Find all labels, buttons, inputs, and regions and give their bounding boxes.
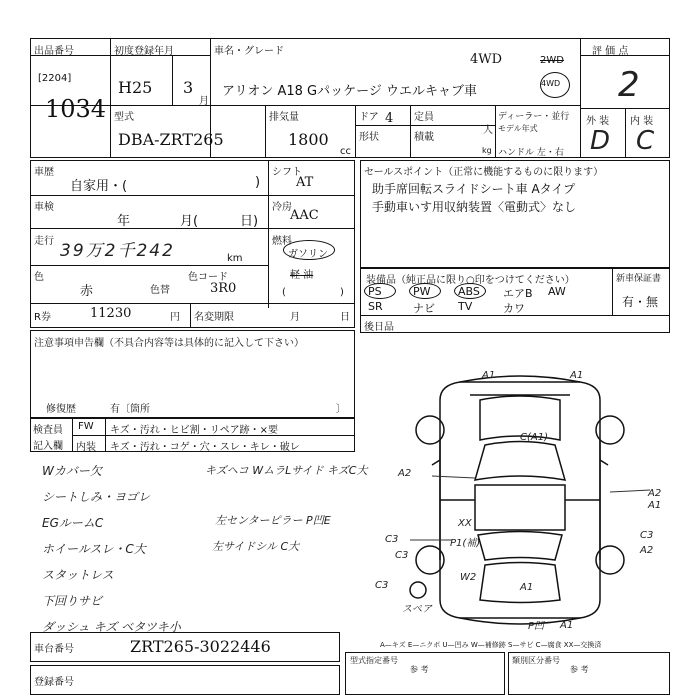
divider [30,105,580,106]
diagram-mark: W2 [460,572,477,583]
equipment-circle-mark [364,283,396,299]
footer-reg [30,665,340,695]
exterior-grade: D [590,126,611,156]
first-reg-label: 初度登録年月 [114,46,174,57]
color-change-label: 色替 [150,285,170,296]
equipment-item: SR [368,300,383,313]
ac-label: 冷房 [272,202,292,213]
divider [268,160,269,308]
divider [105,418,106,452]
type-value: DBA-ZRT265 [118,130,224,149]
displacement-label: 排気量 [269,112,299,123]
inspection-year: 年 [117,214,131,229]
equipment-item: PW [413,285,431,298]
diagram-mark: A1 [482,370,496,381]
mileage-value: 39万2千242 [60,241,175,261]
handwritten-note: 下回りサビ [42,594,103,608]
history-value: 自家用・( [70,179,128,194]
diagram-mark: P凹 [528,621,545,632]
type-label: 型式 [114,112,134,123]
grade-label: 評 価 点 [592,46,629,57]
divider [495,105,496,158]
capacity-label: 定員 [414,112,434,123]
shift-label: シフト [272,167,302,178]
equipment-circle-mark [454,283,486,299]
inspection-label: 車検 [34,202,54,213]
sales-point-line2: 手動車いす用収納装置〈電動式〉なし [372,200,577,214]
divider [172,55,173,105]
diagram-mark: C3 [385,534,399,545]
equipment-item: PS [368,285,382,298]
diagram-mark: A1 [648,500,662,511]
divider [612,268,613,315]
equipment-circle-mark [409,283,441,299]
ac-value: AAC [290,208,319,223]
diagram-mark: A2 [398,468,412,479]
history-label: 車歴 [34,167,54,178]
first-reg-month-unit: 月 [199,96,209,107]
doors-label: ドア [359,112,379,123]
reference-1: 参 考 [410,665,429,674]
name-change-day: 日 [340,312,350,323]
inspection-day: 日) [240,214,259,229]
diagram-mark: XX [458,518,472,529]
divider [30,195,355,196]
sales-points-label: セールスポイント（正常に機能するものに限ります） [364,167,604,178]
name-change-label: 名変期限 [194,312,234,323]
handwritten-note: 左センターピラー P凹E [215,514,331,527]
diagram-mark: A1 [560,620,574,631]
recycle-value: 11230 [90,306,132,321]
handwritten-note: 左サイドシル C大 [212,540,300,553]
diagram-mark: P1(補) [450,538,481,549]
inspection-month: 月( [180,214,199,229]
notes-label: 注意事項申告欄（不具合内容等は具体的に記入して下さい） [34,338,304,349]
grade: 2 [618,65,640,105]
model-name-label: 車名・グレード [214,46,284,57]
fuel-circle-mark [283,240,335,260]
interior-label: 内 装 [630,116,654,127]
interior-items: キズ・汚れ・コゲ・穴・スレ・キレ・破レ [110,442,300,453]
equipment-item: TV [458,300,473,313]
exterior-label: 外 装 [586,116,610,127]
first-reg-month: 3 [183,78,194,97]
color-code: 3R0 [210,281,237,296]
diagram-mark: A1 [520,582,534,593]
handwritten-note: EGルームC [42,516,104,530]
recycle-label: R券 [34,312,51,323]
divider [30,265,268,266]
sales-point-line1: 助手席回転スライドシート車 Aタイプ [372,182,576,196]
reg-label: 登録番号 [34,677,74,688]
color-value: 赤 [80,284,94,299]
diagram-mark: A1 [570,370,584,381]
diagram-mark: C(A1) [520,432,548,443]
mileage-label: 走行 [34,236,54,247]
recycle-unit: 円 [170,312,180,323]
color-label: 色 [34,272,44,283]
diagram-mark: C3 [640,530,654,541]
equipment-item: カワ [503,302,525,315]
diagram-mark: A2 [640,545,654,556]
inspector-label: 検査員 [33,425,63,436]
mileage-unit: km [227,253,243,264]
handwritten-note: シートしみ・ヨゴレ [42,490,151,504]
divider [580,38,581,158]
equipment-item: エアB [503,287,533,300]
diagram-mark: C3 [395,550,409,561]
name-change-month: 月 [290,312,300,323]
fuel-gasoline: ガソリン [288,249,328,260]
fw-label: FW [78,421,94,432]
fw-items: キズ・汚れ・ヒビ割・リペア跡・×要 [110,425,278,436]
equipment-item: ナビ [413,302,435,315]
load-label: 積載 [414,132,434,143]
fuel-paren-close: ) [340,287,344,298]
chassis-no: ZRT265-3022446 [130,637,271,656]
equipment-item: ABS [458,285,480,298]
rear-seat-label: 後日品 [364,322,394,333]
divider [265,105,266,158]
drive: 4WD [470,52,503,67]
divider [355,105,356,158]
lot-no: 1034 [45,95,107,123]
class-label: 類別区分番号 [512,656,560,665]
repair-history-value: 有〔箇所 [110,404,150,415]
lot-code: [2204] [38,73,72,84]
fuel-diesel: 軽 油 [290,270,314,281]
repair-close: 〕 [336,404,346,415]
model-year-label: モデル年式 [498,124,538,133]
repair-history-label: 修復歴 [46,404,76,415]
history-close: ) [255,175,261,190]
diagram-mark: スペア [402,604,432,615]
handle-label: ハンドル 左・右 [498,148,564,158]
fuel-label: 燃料 [272,236,292,247]
displacement-unit: cc [340,146,351,157]
divider [190,303,191,328]
doors: 4 [385,111,394,126]
diagram-mark: C3 [375,580,389,591]
divider [30,303,355,304]
divider [580,108,670,109]
legend: A—キズ E—ニクボ U—凹み W—補修跡 S—サビ C—腐食 XX—交換済 [380,641,602,649]
handwritten-note: ホイールスレ・C大 [42,542,146,556]
warranty-value: 有・無 [622,295,659,309]
reference-2: 参 考 [570,665,589,674]
handwritten-note: ダッシュ キズ ベタツキ小 [42,620,181,634]
handwritten-note: Wカバー欠 [42,464,102,478]
divider [110,38,111,158]
capacity-unit: 人 [483,125,493,136]
fuel-paren-open: ( [282,287,286,298]
dealer-label: ディーラー・並行 [498,112,570,122]
entry-label: 記入欄 [33,441,63,452]
displacement: 1800 [288,130,329,149]
drive-option: 2WD [540,55,564,66]
equipment-item: AW [548,285,566,298]
equipment-label: 装備品（純正品に限り○印をつけてください） [366,275,575,286]
divider [625,108,626,158]
type-designation-label: 型式指定番号 [350,656,398,665]
handwritten-note: スタットレス [42,568,114,582]
chassis-label: 車台番号 [34,644,74,655]
drive-circle: 4WD [541,79,561,88]
model-name: アリオン A18 Gパッケージ ウエルキャブ車 [222,84,477,99]
warranty-label: 新車保証書 [616,274,662,284]
handwritten-note: キズヘコ WムラLサイド キズC大 [205,464,368,477]
load-unit: kg [482,146,492,155]
first-reg-era: H25 [118,78,153,97]
color-code-label: 色コード [188,272,228,283]
interior-grade: C [636,126,655,156]
shift-value: AT [296,175,314,190]
divider [410,105,411,158]
interior-label-inspect: 内装 [76,442,96,453]
divider [355,125,495,126]
diagram-mark: A2 [648,488,662,499]
shape-label: 形状 [359,132,379,143]
lot-no-label: 出品番号 [34,46,74,57]
